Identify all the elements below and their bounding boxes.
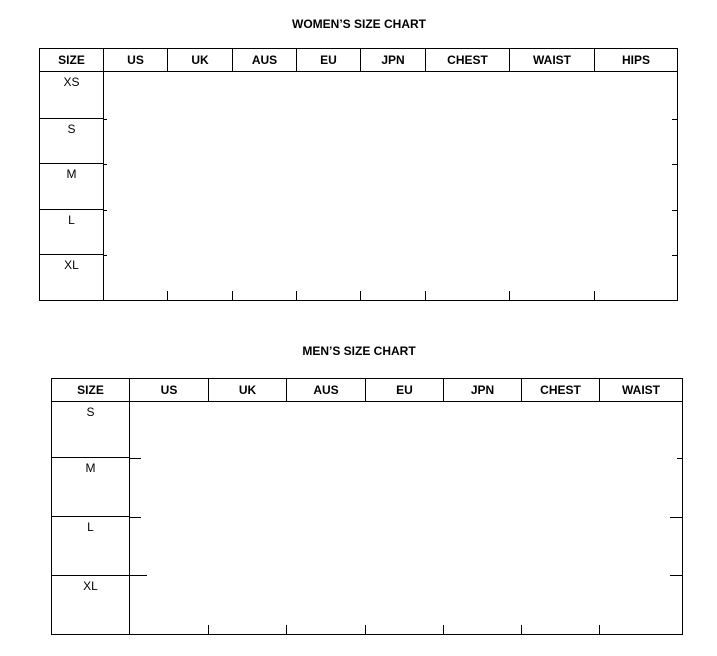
women-row-tick bbox=[103, 119, 107, 120]
women-header-jpn: JPN bbox=[361, 49, 426, 71]
men-header-eu: EU bbox=[366, 379, 444, 401]
men-header-waist: WAIST bbox=[622, 383, 660, 397]
men-size-m: M bbox=[52, 458, 129, 517]
women-col-tick bbox=[232, 291, 233, 300]
men-size-s: S bbox=[52, 402, 129, 458]
women-header-uk: UK bbox=[168, 49, 233, 71]
men-col-tick bbox=[521, 625, 522, 634]
women-size-xl: XL bbox=[64, 258, 79, 272]
women-row-tick bbox=[103, 210, 107, 211]
men-header-size: SIZE bbox=[52, 379, 130, 401]
men-row-tick bbox=[677, 458, 682, 459]
women-row-tick bbox=[103, 164, 107, 165]
men-col-tick bbox=[286, 625, 287, 634]
men-header-aus: AUS bbox=[287, 379, 366, 401]
men-size-xl: XL bbox=[83, 579, 98, 593]
men-col-tick bbox=[365, 625, 366, 634]
men-header-chest: CHEST bbox=[522, 379, 600, 401]
women-row-tick bbox=[672, 164, 677, 165]
women-row-tick bbox=[672, 119, 677, 120]
women-header-waist: WAIST bbox=[510, 49, 595, 71]
women-header-size: SIZE bbox=[40, 49, 104, 71]
men-header-uk: UK bbox=[209, 379, 287, 401]
men-row-tick bbox=[129, 458, 141, 459]
men-header-row bbox=[52, 379, 682, 402]
women-col-tick bbox=[360, 291, 361, 300]
men-col-tick bbox=[599, 625, 600, 634]
women-col-tick bbox=[594, 291, 595, 300]
women-row-tick bbox=[672, 255, 677, 256]
women-size-xs: XS bbox=[40, 72, 103, 119]
women-col-tick bbox=[296, 291, 297, 300]
men-col-tick bbox=[208, 625, 209, 634]
women-size-column bbox=[40, 72, 104, 300]
women-size-l: L bbox=[40, 210, 103, 255]
women-header-aus: AUS bbox=[233, 49, 297, 71]
men-size-column bbox=[52, 402, 130, 634]
men-row-tick bbox=[129, 517, 141, 518]
men-row-tick bbox=[129, 575, 147, 576]
women-header-hips: HIPS bbox=[621, 53, 650, 67]
women-col-tick bbox=[167, 291, 168, 300]
women-header-row bbox=[40, 49, 677, 72]
women-header-eu: EU bbox=[297, 49, 361, 71]
men-size-l: L bbox=[52, 517, 129, 576]
men-size-table bbox=[51, 378, 683, 635]
women-row-tick bbox=[672, 210, 677, 211]
men-header-jpn: JPN bbox=[444, 379, 522, 401]
men-row-tick bbox=[670, 517, 682, 518]
women-col-tick bbox=[425, 291, 426, 300]
women-header-us: US bbox=[104, 49, 168, 71]
women-col-tick bbox=[509, 291, 510, 300]
women-row-tick bbox=[103, 255, 107, 256]
men-row-tick bbox=[670, 575, 682, 576]
women-size-m: M bbox=[40, 164, 103, 210]
women-header-chest: CHEST bbox=[426, 49, 510, 71]
men-header-us: US bbox=[130, 379, 209, 401]
men-chart-title: MEN’S SIZE CHART bbox=[302, 344, 416, 358]
women-chart-title: WOMEN’S SIZE CHART bbox=[292, 17, 426, 31]
women-size-table bbox=[39, 48, 678, 301]
women-size-s: S bbox=[40, 119, 103, 164]
men-col-tick bbox=[443, 625, 444, 634]
